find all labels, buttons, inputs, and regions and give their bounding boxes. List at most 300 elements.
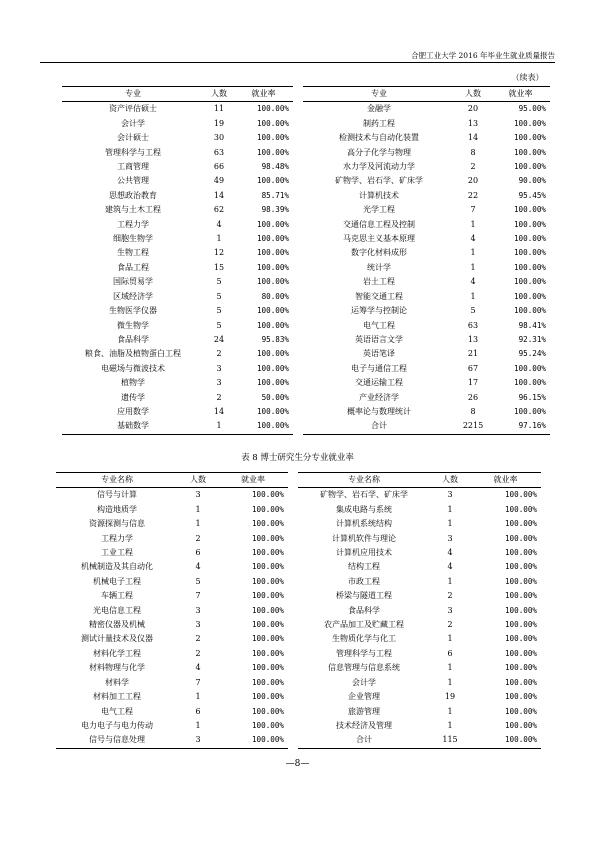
major-cell: 金融学 bbox=[367, 104, 391, 114]
table-row bbox=[298, 503, 541, 517]
count-cell: 1 bbox=[447, 634, 453, 644]
major-cell: 会计学 bbox=[121, 118, 145, 128]
major-cell: 信号与计算 bbox=[97, 490, 137, 500]
table-row bbox=[56, 488, 288, 503]
count-cell: 20 bbox=[467, 104, 479, 114]
table-row bbox=[298, 589, 541, 603]
table7-left bbox=[62, 86, 293, 435]
count-cell: 11 bbox=[213, 104, 225, 114]
major-cell: 计算机软件与理论 bbox=[332, 533, 396, 543]
table-row bbox=[303, 405, 550, 419]
count-cell: 4 bbox=[447, 562, 453, 572]
table-row bbox=[298, 532, 541, 546]
rate-cell: 98.48% bbox=[261, 162, 289, 172]
major-cell: 电气工程 bbox=[363, 320, 395, 330]
count-cell: 13 bbox=[467, 118, 479, 128]
table-row bbox=[303, 174, 550, 188]
count-cell: 5 bbox=[216, 277, 222, 287]
rate-cell: 100.00% bbox=[251, 663, 284, 673]
rate-cell: 100.00% bbox=[513, 234, 546, 244]
table-row bbox=[62, 246, 293, 260]
major-cell: 工业工程 bbox=[101, 548, 133, 558]
column-header-major-name: 专业名称 bbox=[298, 473, 430, 488]
table8-title: 表 8 博士研究生分专业就业率 bbox=[241, 453, 354, 463]
count-cell: 3 bbox=[216, 378, 222, 388]
table-row bbox=[303, 347, 550, 361]
rate-cell: 100.00% bbox=[256, 406, 289, 416]
major-cell: 测试计量技术及仪器 bbox=[81, 634, 153, 644]
rate-cell: 100.00% bbox=[256, 234, 289, 244]
major-cell: 交通运输工程 bbox=[355, 378, 403, 388]
table-row bbox=[298, 719, 541, 733]
table-row bbox=[298, 661, 541, 675]
count-cell: 2 bbox=[195, 648, 201, 658]
major-cell: 基础数学 bbox=[62, 419, 204, 434]
rate-cell: 96.15% bbox=[518, 392, 546, 402]
table-row bbox=[303, 362, 550, 376]
count-cell: 17 bbox=[467, 378, 479, 388]
count-cell: 2 bbox=[195, 533, 201, 543]
rate-cell: 85.71% bbox=[261, 190, 289, 200]
major-cell: 统计学 bbox=[367, 262, 391, 272]
count-cell: 1 bbox=[195, 720, 201, 730]
rate-cell: 100.00% bbox=[256, 219, 289, 229]
rate-cell: 100.00% bbox=[504, 634, 537, 644]
count-cell: 21 bbox=[467, 349, 479, 359]
count-cell: 2 bbox=[195, 634, 201, 644]
table-row bbox=[303, 146, 550, 160]
count-cell: 1 bbox=[447, 519, 453, 529]
count-cell: 2 bbox=[216, 349, 222, 359]
rate-cell: 100.00% bbox=[251, 548, 284, 558]
table-row bbox=[56, 546, 288, 560]
count-cell: 62 bbox=[213, 205, 225, 215]
rate-cell: 100.00% bbox=[256, 363, 289, 373]
table-row bbox=[62, 376, 293, 390]
table-row bbox=[56, 604, 288, 618]
major-cell: 细胞生物学 bbox=[113, 234, 153, 244]
count-cell: 1 bbox=[470, 291, 476, 301]
table-row bbox=[62, 290, 293, 304]
rate-cell: 100.00% bbox=[504, 533, 537, 543]
count-cell: 7 bbox=[195, 677, 201, 687]
count-cell: 4 bbox=[216, 219, 222, 229]
major-cell: 建筑与土木工程 bbox=[105, 205, 161, 215]
table-row bbox=[62, 131, 293, 145]
count-cell: 19 bbox=[444, 692, 456, 702]
rate-cell: 100.00% bbox=[256, 118, 289, 128]
count-cell: 19 bbox=[213, 118, 225, 128]
table-header-row bbox=[56, 473, 288, 488]
table-row bbox=[56, 575, 288, 589]
table-row bbox=[62, 333, 293, 347]
rate-cell: 100.00% bbox=[256, 133, 289, 143]
count-cell: 1 bbox=[447, 663, 453, 673]
major-cell: 马克思主义基本原理 bbox=[343, 234, 415, 244]
rate-cell: 100.00% bbox=[251, 490, 284, 500]
major-cell: 构造地质学 bbox=[97, 504, 137, 514]
rate-cell: 100.00% bbox=[513, 262, 546, 272]
table-row bbox=[303, 275, 550, 289]
rate-cell: 100.00% bbox=[251, 504, 284, 514]
major-cell: 应用数学 bbox=[117, 406, 149, 416]
table-row bbox=[62, 117, 293, 131]
count-cell: 2215 bbox=[455, 419, 491, 434]
major-cell: 生物工程 bbox=[117, 248, 149, 258]
rate-cell: 98.39% bbox=[261, 205, 289, 215]
major-cell: 思想政治教育 bbox=[109, 190, 157, 200]
major-cell: 概率论与数理统计 bbox=[347, 406, 411, 416]
major-cell: 矿物学、岩石学、矿床学 bbox=[335, 176, 423, 186]
major-cell: 信息管理与信息系统 bbox=[328, 663, 400, 673]
major-cell: 合计 bbox=[303, 419, 455, 434]
column-header-count: 人数 bbox=[430, 473, 470, 488]
table-row bbox=[62, 362, 293, 376]
table-row bbox=[303, 261, 550, 275]
major-cell: 会计学 bbox=[352, 677, 376, 687]
table-row bbox=[56, 632, 288, 646]
table-row bbox=[56, 661, 288, 675]
table-row bbox=[303, 319, 550, 333]
major-cell: 电气工程 bbox=[101, 706, 133, 716]
table-row bbox=[62, 160, 293, 174]
count-cell: 66 bbox=[213, 162, 225, 172]
rate-cell: 100.00% bbox=[513, 205, 546, 215]
count-cell: 12 bbox=[213, 248, 225, 258]
rate-cell: 100.00% bbox=[504, 490, 537, 500]
count-cell: 115 bbox=[430, 733, 470, 748]
table-row bbox=[303, 333, 550, 347]
count-cell: 1 bbox=[447, 706, 453, 716]
count-cell: 1 bbox=[195, 519, 201, 529]
table-header-row bbox=[303, 87, 550, 102]
major-cell: 英语语言文学 bbox=[355, 334, 403, 344]
count-cell: 1 bbox=[447, 677, 453, 687]
table-row bbox=[303, 131, 550, 145]
rate-cell: 100.00% bbox=[504, 605, 537, 615]
table-row bbox=[303, 203, 550, 217]
count-cell: 2 bbox=[447, 591, 453, 601]
count-cell: 3 bbox=[195, 605, 201, 615]
major-cell: 检测技术与自动化装置 bbox=[339, 133, 419, 143]
count-cell: 6 bbox=[195, 548, 201, 558]
column-header-rate: 就业率 bbox=[234, 87, 293, 102]
major-cell: 工程力学 bbox=[117, 219, 149, 229]
count-cell: 8 bbox=[470, 406, 476, 416]
rate-cell: 100.00% bbox=[504, 591, 537, 601]
major-cell: 光电信息工程 bbox=[93, 605, 141, 615]
major-cell: 公共管理 bbox=[117, 176, 149, 186]
rate-cell: 100.00% bbox=[513, 378, 546, 388]
rate-cell: 100.00% bbox=[218, 733, 288, 748]
table-row bbox=[298, 647, 541, 661]
table-row bbox=[298, 488, 541, 503]
rate-cell: 100.00% bbox=[256, 349, 289, 359]
rate-cell: 100.00% bbox=[251, 620, 284, 630]
count-cell: 1 bbox=[447, 576, 453, 586]
count-cell: 3 bbox=[447, 533, 453, 543]
rate-cell: 95.00% bbox=[518, 104, 546, 114]
rate-cell: 92.31% bbox=[518, 334, 546, 344]
rate-cell: 100.00% bbox=[256, 262, 289, 272]
count-cell: 3 bbox=[195, 490, 201, 500]
table8-left bbox=[56, 472, 288, 749]
rate-cell: 100.00% bbox=[256, 320, 289, 330]
rate-cell: 50.00% bbox=[261, 392, 289, 402]
major-cell: 技术经济及管理 bbox=[336, 720, 392, 730]
major-cell: 管理科学与工程 bbox=[336, 648, 392, 658]
table-row bbox=[62, 232, 293, 246]
count-cell: 1 bbox=[216, 234, 222, 244]
major-cell: 粮食、油脂及植物蛋白工程 bbox=[85, 349, 181, 359]
rate-cell: 100.00% bbox=[251, 533, 284, 543]
count-cell: 67 bbox=[467, 363, 479, 373]
major-cell: 资产评估硕士 bbox=[109, 104, 157, 114]
rate-cell: 100.00% bbox=[251, 706, 284, 716]
major-cell: 集成电路与系统 bbox=[336, 504, 392, 514]
major-cell: 光学工程 bbox=[363, 205, 395, 215]
rate-cell: 100.00% bbox=[251, 677, 284, 687]
column-header-rate: 就业率 bbox=[491, 87, 550, 102]
table-row bbox=[298, 575, 541, 589]
table-row bbox=[62, 218, 293, 232]
major-cell: 运筹学与控制论 bbox=[351, 306, 407, 316]
column-header-count: 人数 bbox=[178, 473, 218, 488]
count-cell: 4 bbox=[195, 562, 201, 572]
table-row bbox=[303, 160, 550, 174]
rate-cell: 100.00% bbox=[504, 576, 537, 586]
major-cell: 生物医学仪器 bbox=[109, 306, 157, 316]
rate-cell: 100.00% bbox=[513, 219, 546, 229]
count-cell: 7 bbox=[195, 591, 201, 601]
major-cell: 英语笔译 bbox=[363, 349, 395, 359]
major-cell: 植物学 bbox=[121, 378, 145, 388]
major-cell: 遗传学 bbox=[121, 392, 145, 402]
table-row bbox=[303, 391, 550, 405]
table-row bbox=[303, 102, 550, 117]
table-row bbox=[62, 347, 293, 361]
major-cell: 智能交通工程 bbox=[355, 291, 403, 301]
rate-cell: 100.00% bbox=[513, 306, 546, 316]
table-row bbox=[303, 246, 550, 260]
major-cell: 材料加工工程 bbox=[93, 692, 141, 702]
table-row bbox=[303, 117, 550, 131]
table-row bbox=[62, 174, 293, 188]
count-cell: 5 bbox=[470, 306, 476, 316]
count-cell: 5 bbox=[195, 576, 201, 586]
table7-right bbox=[303, 86, 550, 435]
table-row bbox=[62, 189, 293, 203]
table-row bbox=[298, 705, 541, 719]
rate-cell: 95.83% bbox=[261, 334, 289, 344]
major-cell: 桥梁与隧道工程 bbox=[336, 591, 392, 601]
table-row bbox=[303, 232, 550, 246]
rate-cell: 100.00% bbox=[513, 363, 546, 373]
table-row bbox=[303, 376, 550, 390]
table-row bbox=[56, 705, 288, 719]
count-cell: 8 bbox=[470, 147, 476, 157]
count-cell: 1 bbox=[447, 720, 453, 730]
major-cell: 食品科学 bbox=[117, 334, 149, 344]
count-cell: 3 bbox=[195, 620, 201, 630]
running-header: 合肥工业大学 2016 年毕业生就业质量报告 bbox=[411, 51, 555, 60]
count-cell: 5 bbox=[216, 320, 222, 330]
count-cell: 4 bbox=[470, 277, 476, 287]
major-cell: 制药工程 bbox=[363, 118, 395, 128]
table-row bbox=[298, 733, 541, 748]
count-cell: 7 bbox=[470, 205, 476, 215]
column-header-major-name: 专业名称 bbox=[56, 473, 178, 488]
count-cell: 3 bbox=[447, 605, 453, 615]
major-cell: 食品科学 bbox=[348, 605, 380, 615]
table-row bbox=[298, 632, 541, 646]
rate-cell: 100.00% bbox=[251, 591, 284, 601]
rate-cell: 100.00% bbox=[513, 118, 546, 128]
count-cell: 20 bbox=[467, 176, 479, 186]
count-cell: 4 bbox=[195, 663, 201, 673]
major-cell: 工商管理 bbox=[117, 162, 149, 172]
rate-cell: 100.00% bbox=[251, 634, 284, 644]
major-cell: 计算机应用技术 bbox=[336, 548, 392, 558]
major-cell: 矿物学、岩石学、矿床学 bbox=[320, 490, 408, 500]
table-row bbox=[298, 690, 541, 704]
table-row bbox=[62, 102, 293, 117]
rate-cell: 100.00% bbox=[470, 733, 541, 748]
major-cell: 农产品加工及贮藏工程 bbox=[324, 620, 404, 630]
major-cell: 数字化材料成形 bbox=[351, 248, 407, 258]
column-header-rate: 就业率 bbox=[470, 473, 541, 488]
count-cell: 6 bbox=[195, 706, 201, 716]
rate-cell: 100.00% bbox=[251, 576, 284, 586]
rate-cell: 100.00% bbox=[256, 147, 289, 157]
rate-cell: 100.00% bbox=[504, 548, 537, 558]
column-header-count: 人数 bbox=[204, 87, 234, 102]
table-row bbox=[56, 719, 288, 733]
count-cell: 15 bbox=[213, 262, 225, 272]
major-cell: 市政工程 bbox=[348, 576, 380, 586]
rate-cell: 95.24% bbox=[518, 349, 546, 359]
column-header-count: 人数 bbox=[455, 87, 491, 102]
table-row bbox=[62, 261, 293, 275]
major-cell: 食品工程 bbox=[117, 262, 149, 272]
count-cell: 14 bbox=[213, 190, 225, 200]
rate-cell: 95.45% bbox=[518, 190, 546, 200]
rate-cell: 100.00% bbox=[513, 248, 546, 258]
rate-cell: 100.00% bbox=[251, 720, 284, 730]
rate-cell: 100.00% bbox=[251, 648, 284, 658]
table-row bbox=[56, 647, 288, 661]
table-header-row bbox=[62, 87, 293, 102]
table-header-row bbox=[298, 473, 541, 488]
table-row bbox=[56, 618, 288, 632]
count-cell: 22 bbox=[467, 190, 479, 200]
rate-cell: 100.00% bbox=[513, 277, 546, 287]
rate-cell: 100.00% bbox=[256, 277, 289, 287]
major-cell: 国际贸易学 bbox=[113, 277, 153, 287]
header-rule bbox=[40, 62, 555, 63]
rate-cell: 100.00% bbox=[504, 620, 537, 630]
count-cell: 30 bbox=[213, 133, 225, 143]
major-cell: 会计硕士 bbox=[117, 133, 149, 143]
table-row bbox=[303, 218, 550, 232]
major-cell: 生物质化学与化工 bbox=[332, 634, 396, 644]
major-cell: 材料学 bbox=[105, 677, 129, 687]
major-cell: 交通信息工程及控制 bbox=[343, 219, 415, 229]
table-row bbox=[62, 304, 293, 318]
rate-cell: 100.00% bbox=[234, 419, 293, 434]
rate-cell: 100.00% bbox=[504, 692, 537, 702]
count-cell: 1 bbox=[470, 248, 476, 258]
rate-cell: 100.00% bbox=[504, 504, 537, 514]
rate-cell: 100.00% bbox=[513, 133, 546, 143]
major-cell: 工程力学 bbox=[101, 533, 133, 543]
table-row bbox=[303, 189, 550, 203]
rate-cell: 100.00% bbox=[504, 648, 537, 658]
major-cell: 精密仪器及机械 bbox=[89, 620, 145, 630]
major-cell: 旅游管理 bbox=[348, 706, 380, 716]
count-cell: 14 bbox=[213, 406, 225, 416]
rate-cell: 100.00% bbox=[504, 720, 537, 730]
rate-cell: 100.00% bbox=[504, 706, 537, 716]
table-row bbox=[298, 604, 541, 618]
table-row bbox=[56, 676, 288, 690]
count-cell: 1 bbox=[204, 419, 234, 434]
rate-cell: 100.00% bbox=[504, 663, 537, 673]
count-cell: 63 bbox=[467, 320, 479, 330]
rate-cell: 100.00% bbox=[513, 406, 546, 416]
major-cell: 车辆工程 bbox=[101, 591, 133, 601]
major-cell: 材料化学工程 bbox=[93, 648, 141, 658]
table-row bbox=[298, 618, 541, 632]
rate-cell: 80.00% bbox=[261, 291, 289, 301]
major-cell: 机械电子工程 bbox=[93, 576, 141, 586]
rate-cell: 100.00% bbox=[504, 677, 537, 687]
count-cell: 13 bbox=[467, 334, 479, 344]
count-cell: 1 bbox=[470, 219, 476, 229]
table8-right bbox=[298, 472, 541, 749]
count-cell: 2 bbox=[447, 620, 453, 630]
rate-cell: 100.00% bbox=[251, 519, 284, 529]
count-cell: 3 bbox=[178, 733, 218, 748]
rate-cell: 100.00% bbox=[251, 562, 284, 572]
count-cell: 1 bbox=[470, 262, 476, 272]
table-row bbox=[62, 405, 293, 419]
table-row bbox=[303, 290, 550, 304]
major-cell: 材料物理与化学 bbox=[89, 663, 145, 673]
major-cell: 计算机系统结构 bbox=[336, 519, 392, 529]
rate-cell: 100.00% bbox=[256, 248, 289, 258]
count-cell: 3 bbox=[447, 490, 453, 500]
rate-cell: 97.16% bbox=[491, 419, 550, 434]
table-row bbox=[56, 733, 288, 748]
rate-cell: 90.00% bbox=[518, 176, 546, 186]
major-cell: 管理科学与工程 bbox=[105, 147, 161, 157]
table-row bbox=[62, 146, 293, 160]
count-cell: 4 bbox=[447, 548, 453, 558]
table-row bbox=[56, 503, 288, 517]
rate-cell: 100.00% bbox=[251, 605, 284, 615]
count-cell: 14 bbox=[467, 133, 479, 143]
table-row bbox=[298, 517, 541, 531]
table-row bbox=[298, 546, 541, 560]
major-cell: 微生物学 bbox=[117, 320, 149, 330]
count-cell: 6 bbox=[447, 648, 453, 658]
rate-cell: 100.00% bbox=[513, 162, 546, 172]
count-cell: 1 bbox=[195, 692, 201, 702]
table-row bbox=[62, 275, 293, 289]
major-cell: 电子与通信工程 bbox=[351, 363, 407, 373]
table-row bbox=[56, 517, 288, 531]
